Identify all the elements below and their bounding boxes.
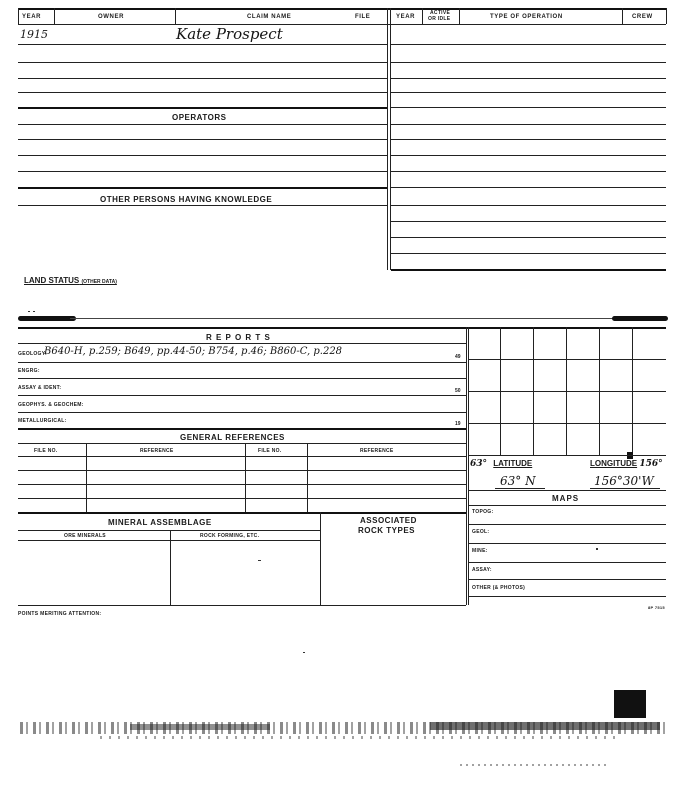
col-reference-2: REFERENCE (360, 448, 394, 454)
rock-forming-label: ROCK FORMING, ETC. (200, 533, 260, 539)
assay-ident-label: ASSAY & IDENT: (18, 385, 62, 391)
geophys-geochem-label: GEOPHYS. & GEOCHEM: (18, 402, 84, 408)
geology-references: B640-H, p.259; B649, pp.44-50; B754, p.46; B860-C, p.228 (44, 346, 343, 357)
latitude-row (470, 459, 532, 469)
geology-label: GEOLOGY: (18, 351, 47, 357)
report-number-3: 19 (455, 421, 461, 427)
land-status-title: LAND STATUS (24, 276, 80, 285)
associated-rock-types-2: ROCK TYPES (358, 526, 416, 535)
ore-minerals-label: ORE MINERALS (64, 533, 106, 539)
col-file-no-2: FILE NO. (258, 448, 282, 454)
maps-mine: MINE: (472, 548, 488, 554)
claim-name: Kate Prospect (176, 25, 283, 43)
form-number: 8P 7515 (648, 605, 665, 610)
report-number-2: 50 (455, 388, 461, 394)
maps-geol: GEOL: (472, 529, 490, 535)
header-crew: CREW (632, 14, 653, 20)
col-file-no-1: FILE NO. (34, 448, 58, 454)
reports-heading: R E P O R T S (206, 333, 271, 342)
latitude-value: 63° N (500, 474, 536, 488)
header-year: YEAR (22, 14, 42, 20)
land-status-label (24, 276, 117, 285)
header-owner: OWNER (98, 14, 124, 20)
claim-year: 1915 (20, 28, 48, 41)
header-claim-name: CLAIM NAME (247, 14, 292, 20)
lat-prefix: 63° (470, 459, 488, 469)
associated-rock-types-1: ASSOCIATED (360, 516, 417, 525)
header-year-2: YEAR (396, 14, 416, 20)
longitude-label: LONGITUDE (590, 459, 638, 468)
general-references-heading: GENERAL REFERENCES (180, 433, 285, 442)
header-type-of-operation: TYPE OF OPERATION (490, 14, 563, 20)
latitude-label: LATITUDE (493, 459, 533, 468)
long-suffix: 156° (639, 459, 663, 469)
engrg-label: ENGRG: (18, 368, 40, 374)
points-meriting-attention: POINTS MERITING ATTENTION: (18, 611, 102, 617)
longitude-value: 156°30'W (594, 474, 654, 488)
header-or-idle: OR IDLE (428, 16, 451, 22)
longitude-row (590, 459, 663, 469)
mineral-assemblage-heading: MINERAL ASSEMBLAGE (108, 518, 212, 527)
maps-topog: TOPOG: (472, 509, 494, 515)
header-file: FILE (355, 14, 371, 20)
land-status-note: (OTHER DATA) (81, 279, 117, 285)
scan-black-mark (614, 690, 646, 718)
operators-heading: OPERATORS (172, 113, 227, 122)
metallurgical-label: METALLURGICAL: (18, 418, 67, 424)
maps-other-photos: OTHER (& PHOTOS) (472, 585, 526, 591)
col-reference-1: REFERENCE (140, 448, 174, 454)
maps-assay: ASSAY: (472, 567, 492, 573)
header-active: ACTIVE (430, 10, 451, 16)
report-number-1: 49 (455, 354, 461, 360)
maps-heading: MAPS (552, 494, 580, 503)
other-persons-heading: OTHER PERSONS HAVING KNOWLEDGE (100, 195, 273, 204)
